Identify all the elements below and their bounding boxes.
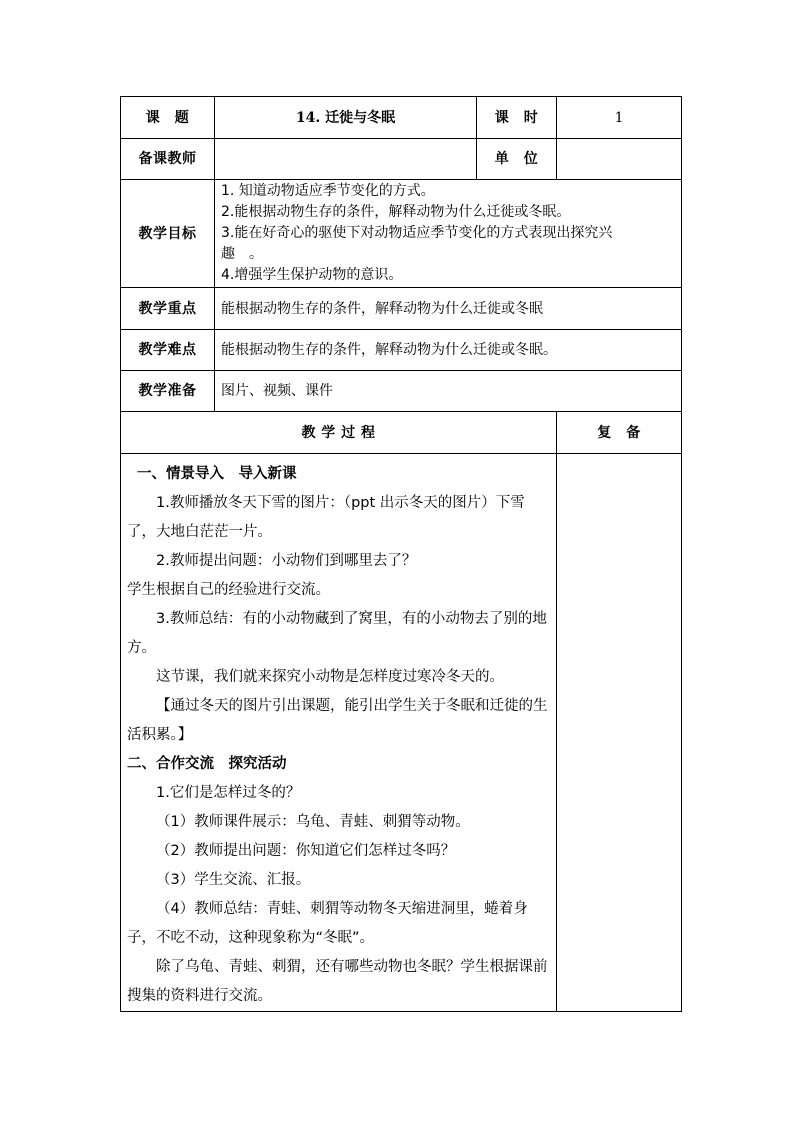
process-content: [121, 454, 557, 1012]
paragraph: 除了乌龟、青蛙、刺猬，还有哪些动物也冬眠？学生根据课前搜集的资料进行交流。: [127, 959, 548, 1004]
topic-value: 14. 迁徙与冬眠: [215, 97, 477, 139]
row-process-header: [121, 412, 682, 454]
paragraph: 3.教师总结：有的小动物藏到了窝里，有的小动物去了别的地方。: [127, 611, 547, 656]
goals-list: [215, 180, 682, 288]
goal-item: 1. 知道动物适应季节变化的方式。: [221, 183, 435, 199]
section-2-title: 二、合作交流 探究活动: [127, 756, 287, 772]
topic-label: 课 题: [121, 97, 215, 139]
key-points-value: 能根据动物生存的条件，解释动物为什么迁徙或冬眠: [215, 288, 682, 330]
paragraph: 这节课，我们就来探究小动物是怎样度过寒冷冬天的。: [156, 669, 504, 685]
paragraph: （2）教师提出问题：你知道它们怎样过冬吗？: [156, 843, 456, 859]
row-topic: [121, 97, 682, 139]
paragraph: （4）教师总结：青蛙、刺猬等动物冬天缩进洞里，蜷着身子，不吃不动，这种现象称为“冬眠”。: [127, 901, 528, 946]
period-value: 1: [557, 97, 682, 139]
goals-label: 教学目标: [121, 180, 215, 288]
difficulties-value: 能根据动物生存的条件，解释动物为什么迁徙或冬眠。: [215, 330, 682, 371]
paragraph: 1.教师播放冬天下雪的图片：（ppt 出示冬天的图片）下雪了，大地白茫茫一片。: [127, 495, 525, 540]
paragraph: 2.教师提出问题：小动物们到哪里去了？: [156, 553, 417, 569]
row-preparation: [121, 371, 682, 412]
period-label: 课 时: [477, 97, 557, 139]
unit-value: [557, 139, 682, 180]
paragraph: （1）教师课件展示：乌龟、青蛙、刺猬等动物。: [156, 814, 470, 830]
lesson-plan-table: [120, 96, 682, 1012]
review-content: [557, 454, 682, 1012]
preparation-value: 图片、视频、课件: [215, 371, 682, 412]
preparation-label: 教学准备: [121, 371, 215, 412]
difficulties-label: 教学难点: [121, 330, 215, 371]
teacher-label: 备课教师: [121, 139, 215, 180]
paragraph: 学生根据自己的经验进行交流。: [127, 582, 330, 598]
teacher-value: [215, 139, 477, 180]
goal-item: 4.增强学生保护动物的意识。: [221, 267, 403, 283]
row-process-content: [121, 454, 682, 1012]
process-header: 教 学 过 程: [121, 412, 557, 454]
row-difficulties: [121, 330, 682, 371]
unit-label: 单 位: [477, 139, 557, 180]
section-1-title: 一、情景导入 导入新课: [137, 466, 297, 482]
goal-item: 3.能在好奇心的驱使下对动物适应季节变化的方式表现出探究兴: [221, 225, 613, 241]
paragraph: （3）学生交流、汇报。: [156, 872, 311, 888]
goal-item: 趣 。: [221, 246, 263, 262]
paragraph: 1.它们是怎样过冬的？: [156, 785, 301, 801]
row-key-points: [121, 288, 682, 330]
annotation: 【通过冬天的图片引出课题，能引出学生关于冬眠和迁徙的生活积累。】: [127, 698, 548, 743]
review-header: 复 备: [557, 412, 682, 454]
goal-item: 2.能根据动物生存的条件，解释动物为什么迁徙或冬眠。: [221, 204, 571, 220]
row-teacher: [121, 139, 682, 180]
row-goals: [121, 180, 682, 288]
key-points-label: 教学重点: [121, 288, 215, 330]
